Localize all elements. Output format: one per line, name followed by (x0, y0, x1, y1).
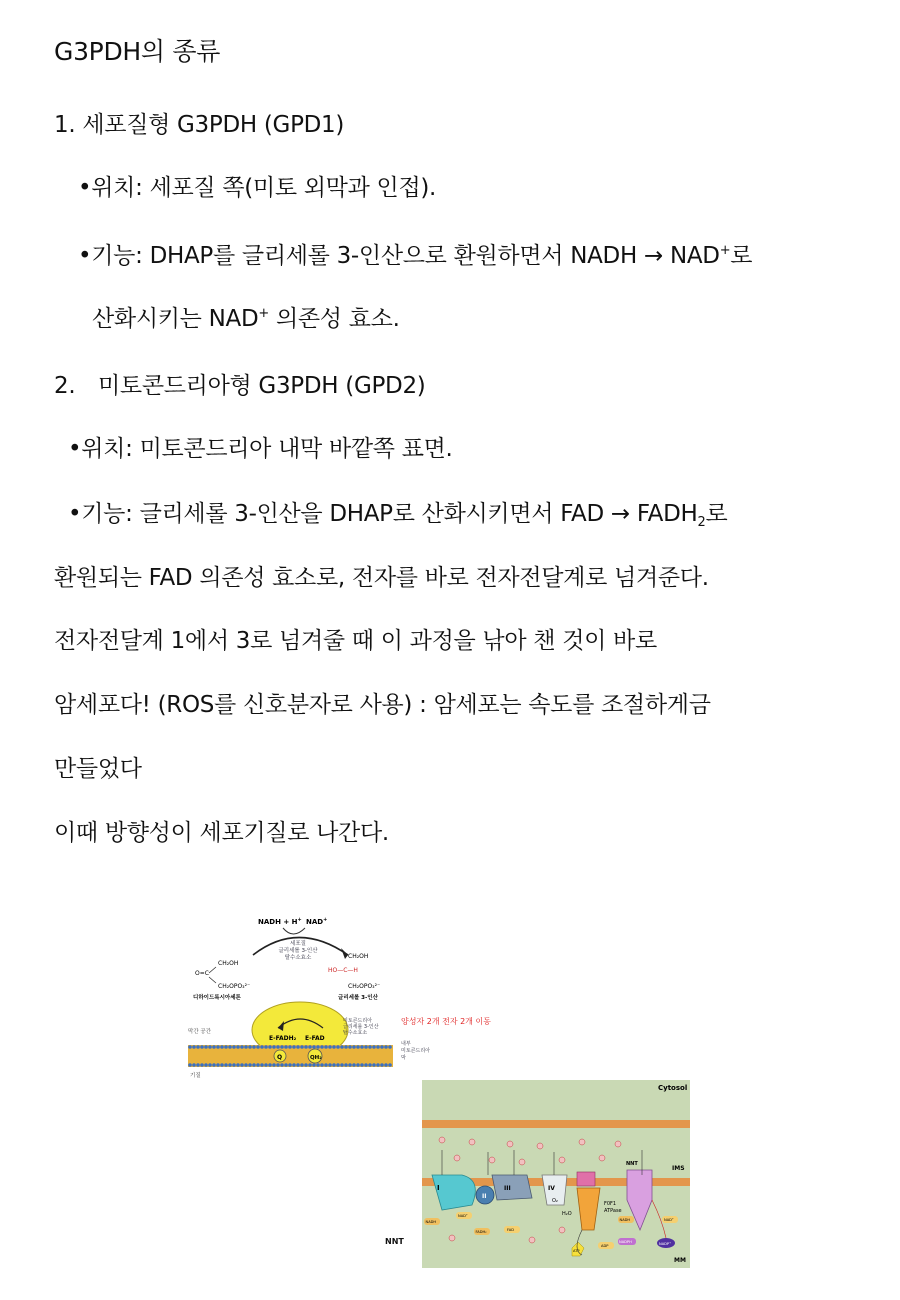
section2-location: •위치: 미토콘드리아 내막 바깥쪽 표면. (68, 436, 453, 462)
atpase-fo (577, 1172, 595, 1186)
g3p-formula-line3: CH₂OPO₃²⁻ (348, 983, 381, 990)
g3p-formula-line2: HO—C—H (328, 967, 358, 974)
lipid-head (268, 1045, 272, 1049)
proton-marker (439, 1137, 445, 1143)
lipid-head (276, 1045, 280, 1049)
page-title: G3PDH의 종류 (54, 37, 221, 66)
lipid-head (312, 1045, 316, 1049)
lipid-head (364, 1063, 368, 1067)
lipid-head (336, 1063, 340, 1067)
fadh2-pill-label: FADH₂ (475, 1230, 487, 1234)
lipid-head (236, 1045, 240, 1049)
lipid-head (260, 1063, 264, 1067)
lipid-head (292, 1045, 296, 1049)
mito-enzyme-line2: 글리세롤 3-인산 (343, 1024, 379, 1030)
intermembrane-space-label: 막간 공간 (188, 1029, 212, 1035)
lipid-head (292, 1063, 296, 1067)
lipid-head (204, 1045, 208, 1049)
lipid-head (208, 1063, 212, 1067)
lipid-head (336, 1045, 340, 1049)
lipid-head (248, 1045, 252, 1049)
section2-line-b: 환원되는 FAD 의존성 효소로, 전자를 바로 전자전달계로 넘겨준다. (54, 565, 709, 591)
complex-iii-shape (492, 1175, 532, 1200)
complex-iii-label: III (504, 1185, 511, 1192)
nadh-pill-2-label: NADH (619, 1218, 631, 1222)
lipid-head (352, 1045, 356, 1049)
section2-line-c: 전자전달계 1에서 3로 넘겨줄 때 이 과정을 낚아 챈 것이 바로 (54, 628, 657, 654)
adp-label: ADP (601, 1244, 609, 1248)
lipid-head (356, 1045, 360, 1049)
lipid-head (364, 1045, 368, 1049)
section2-function-line1: •기능: 글리세롤 3-인산을 DHAP로 산화시키면서 FAD → $FADH_2$로 (68, 501, 728, 530)
lipid-head (200, 1063, 204, 1067)
lipid-head (192, 1045, 196, 1049)
lipid-head (316, 1045, 320, 1049)
lipid-head (248, 1063, 252, 1067)
lipid-head (220, 1045, 224, 1049)
proton-marker (559, 1227, 565, 1233)
inner-membrane-label-line1: 내부 (401, 1041, 411, 1047)
proton-marker (449, 1235, 455, 1241)
proton-marker (519, 1159, 525, 1165)
fad-pill-label: FAD (507, 1228, 514, 1232)
lipid-head (260, 1045, 264, 1049)
section1-heading: 1. 세포질형 G3PDH (GPD1) (54, 112, 345, 138)
section1-function-line1: •기능: DHAP를 글리세롤 3-인산으로 환원하면서 NADH → NAD+로 (78, 243, 753, 269)
e-fad-label: E-FAD (305, 1035, 325, 1042)
lipid-head (304, 1063, 308, 1067)
lipid-head (288, 1063, 292, 1067)
lipid-head (272, 1045, 276, 1049)
o2-label: O₂ (552, 1198, 558, 1204)
lipid-head (360, 1063, 364, 1067)
mito-enzyme-line3: 탈수소효소 (343, 1030, 368, 1036)
lipid-head (224, 1045, 228, 1049)
lipid-head (388, 1063, 392, 1067)
lipid-head (296, 1063, 300, 1067)
lipid-head (340, 1063, 344, 1067)
complex-i-label: I (437, 1184, 440, 1192)
lipid-head (236, 1063, 240, 1067)
lipid-head (200, 1045, 204, 1049)
mito-enzyme-line1: 미토콘드리아 (343, 1018, 372, 1024)
inner-membrane-label-line3: 막 (401, 1055, 406, 1061)
cytosolic-enzyme-line1: 세포질 (290, 941, 306, 947)
nadh-pill-1-label: NADH (425, 1220, 437, 1224)
lipid-head (188, 1045, 192, 1049)
lipid-head (288, 1045, 292, 1049)
dhap-label: 디하이드록시아세톤 (193, 995, 241, 1001)
lipid-head (228, 1063, 232, 1067)
lipid-head (372, 1045, 376, 1049)
nnt-outside-label: NNT (385, 1237, 404, 1246)
g3p-shuttle-figure (183, 910, 513, 1080)
lipid-head (340, 1045, 344, 1049)
lipid-head (360, 1045, 364, 1049)
lipid-head (320, 1045, 324, 1049)
lipid-head (328, 1045, 332, 1049)
lipid-head (384, 1045, 388, 1049)
lipid-head (208, 1045, 212, 1049)
atpase-f0f1-label: F0F1 (604, 1201, 617, 1207)
nnt-label: NNT (626, 1161, 638, 1167)
q-label: Q (277, 1054, 283, 1061)
lipid-head (220, 1063, 224, 1067)
cytosol-label: Cytosol (658, 1084, 688, 1092)
lipid-head (324, 1045, 328, 1049)
lipid-head (296, 1045, 300, 1049)
nad-pill-2-label: NAD⁺ (664, 1218, 674, 1222)
lipid-head (308, 1045, 312, 1049)
outer-membrane (422, 1120, 690, 1128)
proton-electron-annotation: 양성자 2개 전자 2개 이동 (401, 1017, 491, 1026)
lipid-head (244, 1063, 248, 1067)
proton-marker (489, 1157, 495, 1163)
ims-label: IMS (672, 1165, 685, 1172)
proton-marker (507, 1141, 513, 1147)
complex-ii-label: II (482, 1193, 487, 1200)
cytosolic-enzyme-line3: 탈수소효소 (284, 955, 312, 961)
section2-line-d: 암세포다! (ROS를 신호분자로 사용) : 암세포는 속도를 조절하게금 (54, 692, 711, 718)
proton-marker (615, 1141, 621, 1147)
lipid-head (212, 1063, 216, 1067)
lipid-head (196, 1045, 200, 1049)
complex-iv-label: IV (548, 1185, 555, 1192)
lipid-head (356, 1063, 360, 1067)
cytosolic-enzyme-line2: 글리세롤 3-인산 (278, 948, 318, 954)
nad-pill-1-label: NAD⁺ (458, 1214, 468, 1218)
section2-line-f: 이때 방향성이 세포기질로 나간다. (54, 820, 389, 846)
lipid-head (348, 1063, 352, 1067)
lipid-head (312, 1063, 316, 1067)
lipid-head (384, 1063, 388, 1067)
inner-membrane-label-line2: 미토콘드리아 (401, 1048, 430, 1054)
g3p-label: 글리세롤 3-인산 (338, 995, 378, 1001)
lipid-head (380, 1045, 384, 1049)
section2-line-e: 만들었다 (54, 756, 142, 782)
lipid-head (300, 1063, 304, 1067)
lipid-head (216, 1063, 220, 1067)
nadph-label: NADPH (619, 1240, 632, 1244)
lipid-head (380, 1063, 384, 1067)
atp-label: ATP (573, 1249, 580, 1253)
lipid-head (204, 1063, 208, 1067)
lipid-head (376, 1045, 380, 1049)
dhap-formula-line3: CH₂OPO₃²⁻ (218, 983, 251, 990)
section2-heading: 미토콘드리아형 G3PDH (GPD2) (98, 373, 426, 399)
proton-marker (599, 1155, 605, 1161)
lipid-head (264, 1045, 268, 1049)
lipid-head (348, 1045, 352, 1049)
proton-marker (454, 1155, 460, 1161)
lipid-head (240, 1045, 244, 1049)
dhap-formula-line1: CH₂OH (218, 960, 239, 967)
lipid-head (376, 1063, 380, 1067)
lipid-head (216, 1045, 220, 1049)
lipid-head (308, 1063, 312, 1067)
section1-function-line2: 산화시키는 NAD+ 의존성 효소. (92, 306, 400, 332)
lipid-head (372, 1063, 376, 1067)
lipid-head (212, 1045, 216, 1049)
lipid-head (332, 1063, 336, 1067)
qh2-label: QH₂ (310, 1055, 322, 1061)
lipid-head (256, 1045, 260, 1049)
lipid-head (196, 1063, 200, 1067)
lipid-head (280, 1063, 284, 1067)
nad-label: NAD+ (306, 917, 328, 926)
lipid-head (256, 1063, 260, 1067)
proton-marker (529, 1237, 535, 1243)
nadp-label: NADP⁺ (659, 1242, 671, 1246)
lipid-head (264, 1063, 268, 1067)
lipid-head (304, 1045, 308, 1049)
lipid-head (244, 1045, 248, 1049)
electron-transport-figure (422, 1080, 690, 1268)
lipid-head (272, 1063, 276, 1067)
lipid-head (224, 1063, 228, 1067)
lipid-head (324, 1063, 328, 1067)
dhap-formula-line2: O=C (195, 970, 209, 977)
lipid-head (368, 1045, 372, 1049)
lipid-head (276, 1063, 280, 1067)
lipid-head (316, 1063, 320, 1067)
atpase-label: ATPase (604, 1208, 622, 1214)
lipid-head (368, 1063, 372, 1067)
proton-marker (537, 1143, 543, 1149)
lipid-head (188, 1063, 192, 1067)
matrix-label: 기질 (190, 1073, 201, 1079)
lipid-head (232, 1045, 236, 1049)
lipid-head (240, 1063, 244, 1067)
lipid-head (252, 1063, 256, 1067)
proton-marker (469, 1139, 475, 1145)
lipid-head (284, 1063, 288, 1067)
proton-marker (579, 1139, 585, 1145)
lipid-head (232, 1063, 236, 1067)
e-fadh2-label: E-FADH₂ (269, 1035, 297, 1042)
lipid-head (388, 1045, 392, 1049)
lipid-head (280, 1045, 284, 1049)
section1-location: •위치: 세포질 쪽(미토 외막과 인접). (78, 175, 437, 201)
lipid-head (268, 1063, 272, 1067)
lipid-head (320, 1063, 324, 1067)
lipid-head (344, 1045, 348, 1049)
section2-number: 2. (54, 373, 76, 399)
mm-label: MM (674, 1257, 686, 1264)
lipid-head (228, 1045, 232, 1049)
lipid-head (252, 1045, 256, 1049)
lipid-head (284, 1045, 288, 1049)
lipid-head (300, 1045, 304, 1049)
lipid-head (344, 1063, 348, 1067)
lipid-head (192, 1063, 196, 1067)
proton-marker (559, 1157, 565, 1163)
h2o-label: H₂O (562, 1211, 572, 1217)
g3p-formula-line1: CH₂OH (348, 953, 369, 960)
nadh-label: NADH + H+ (258, 917, 302, 926)
lipid-head (332, 1045, 336, 1049)
lipid-head (352, 1063, 356, 1067)
lipid-head (328, 1063, 332, 1067)
